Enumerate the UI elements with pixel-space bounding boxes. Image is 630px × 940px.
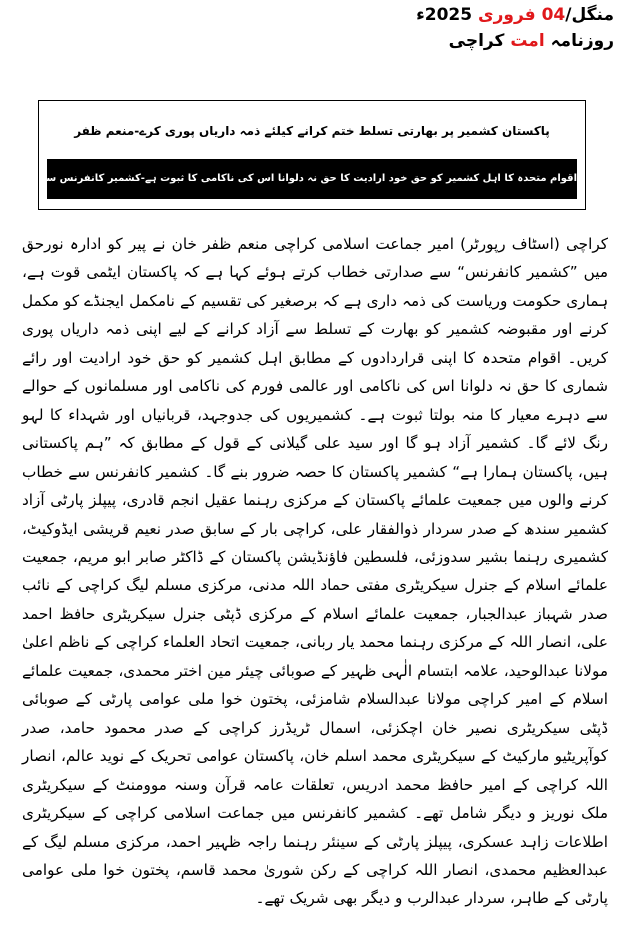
masthead: [0, 0, 630, 60]
article-body-paragraph: کراچی (اسٹاف رپورٹر) امیر جماعت اسلامی کراچی منعم ظفر خان نے پیر کو ادارہ نورحق میں ”کشمیر کانفرنس“ سے صدارتی خطاب کرتے ہوئے کہا ہے کہ پاکستان ایٹمی قوت ہے، ہماری حکومت وریاست کی ذمہ داری ہے کہ برصغیر کی تقسیم کے نامکمل ایجنڈے کو مکمل کرنے اور مقبوضہ کشمیر کو بھارت کے تسلط سے آزاد کرانے کے لیے اپنی ذمہ داریاں پوری کریں۔ اقوام متحدہ کا اپنی قراردادوں کے مطابق اہل کشمیر کو حق خود ارادیت اور رائے شماری کا حق نہ دلوانا اس کی ناکامی اور عالمی فورم کی ناکامی اور مسلمانوں کے حوالے سے دہرے معیار کا منہ بولتا ثبوت ہے۔ کشمیریوں کی جدوجہد، قربانیاں اور شہداء کا لہو رنگ لائے گا۔ کشمیر آزاد ہو گا اور سید علی گیلانی کے قول کے مطابق کہ ”ہم پاکستانی ہیں، پاکستان ہمارا ہے“ کشمیر پاکستان کا حصہ ضرور بنے گا۔ کشمیر کانفرنس سے خطاب کرنے والوں میں جمعیت علمائے پاکستان کے مرکزی رہنما عقیل انجم قادری، پیپلز پارٹی آزاد کشمیر سندھ کے صدر سردار ذوالفقار علی، کراچی بار کے سابق صدر نعیم قریشی ایڈوکیٹ، کشمیری رہنما بشیر سدوزئی، فلسطین فاؤنڈیشن پاکستان کے ڈاکٹر صابر ابو مریم، جمعیت علمائے اسلام کے جنرل سیکریٹری مفتی حماد اللہ مدنی، مرکزی مسلم لیگ کراچی کے نائب صدر شہباز عبدالجبار، جمعیت علمائے اسلام کے مرکزی ڈپٹی جنرل سیکریٹری حافظ احمد علی، انصار اللہ کے مرکزی رہنما محمد یار ربانی، جمعیت اتحاد العلماء کراچی کے ناظم اعلیٰ مولانا عبدالوحید، علامہ ابتسام الٰہی ظہیر کے صوبائی چیئر مین اختر محمدی، جمعیت علمائے اسلام کے امیر کراچی مولانا عبدالسلام شامزئی، پختون خوا ملی عوامی پارٹی کے صوبائی ڈپٹی سیکریٹری نصیر خان اچکزئی، اسمال ٹریڈرز کراچی کے صدر محمود حامد، صدر کوآپریٹیو مارکیٹ کے سیکریٹری محمد اسلم خان، پاکستان عوامی تحریک کے نوید عالم، انصار اللہ کراچی کے امیر حافظ محمد ادریس، تعلقات عامہ قرآن وسنہ موومنٹ کے سیکریٹری ملک نوریز و دیگر شامل تھے۔ کشمیر کانفرنس میں جماعت اسلامی کراچی کے سیکریٹری اطلاعات زاہد عسکری، پیپلز پارٹی کے سینئر رہنما راجہ ظہیر احمد، مرکزی مسلم لیگ کے عبدالعظیم محمدی، انصار اللہ کراچی کے رکن شوریٰ محمد قاسم، پختون خوا ملی عوامی پارٹی کے طاہر، سردار عبدالرب و دیگر بھی شریک تھے۔: [22, 235, 608, 908]
paper-name: امت: [510, 31, 545, 51]
article-body: [22, 230, 608, 913]
dateline: [416, 4, 614, 26]
date-number: 04: [541, 5, 566, 25]
headline-box: [6, 100, 586, 210]
month-name: فروری: [478, 5, 536, 25]
day-name: منگل: [571, 5, 614, 25]
article-headline: پاکستان کشمیر پر بھارتی تسلط ختم کرانے کیلئے ذمہ داریاں پوری کرے-منعم ظفر: [74, 124, 550, 138]
date-separator: /: [565, 5, 572, 25]
publication-name: [449, 30, 614, 52]
article-subheadline: اقوام متحدہ کا اہل کشمیر کو حق خود ارادیت کا حق نہ دلوانا اس کی ناکامی کا ثبوت ہے-کشمیر کانفرنس سے خطاب: [47, 159, 577, 199]
year: 2025ء: [416, 5, 473, 25]
paper-city: کراچی: [448, 31, 505, 51]
paper-prefix: روزنامہ: [550, 31, 614, 51]
